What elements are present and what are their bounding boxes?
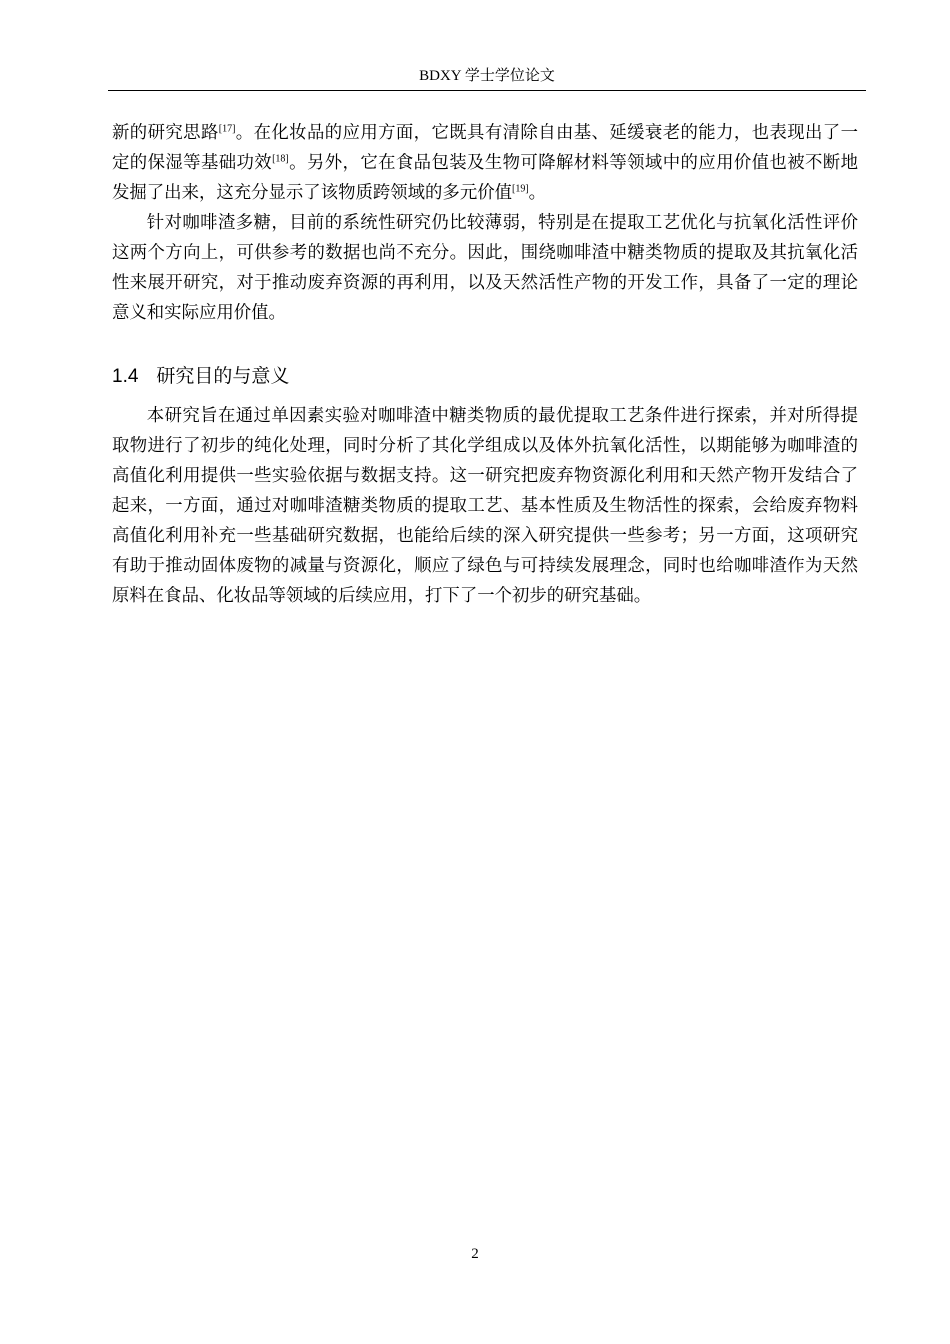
text-run: 。 <box>528 183 547 203</box>
citation-18[interactable]: [18] <box>272 153 289 165</box>
citation-17[interactable]: [17] <box>218 123 236 135</box>
citation-19[interactable]: [19] <box>512 183 529 195</box>
body-text <box>112 118 858 611</box>
header-rule <box>108 90 866 91</box>
section-number: 1.4 <box>112 366 139 387</box>
paragraph: 针对咖啡渣多糖，目前的系统性研究仍比较薄弱，特别是在提取工艺优化与抗氧化活性评价这两个方向上，可供参考的数据也尚不充分。因此，围绕咖啡渣中糖类物质的提取及其抗氧化活性来展开研究，对于推动废弃资源的再利用，以及天然活性产物的开发工作，具备了一定的理论意义和实际应用价值。 <box>112 213 858 323</box>
text-run: 新的研究思路 <box>112 123 219 143</box>
text-run: 。另外，它在食品包装及生物可降解材料等领域中的应用价值也被不断地发掘了出来，这充分显示了该物质跨领域的多元价值 <box>112 153 858 203</box>
paragraph: 本研究旨在通过单因素实验对咖啡渣中糖类物质的最优提取工艺条件进行探索，并对所得提取物进行了初步的纯化处理，同时分析了其化学组成以及体外抗氧化活性，以期能够为咖啡渣的高值化利用提供一些实验依据与数据支持。这一研究把废弃物资源化利用和天然产物开发结合了起来，一方面，通过对咖啡渣糖类物质的提取工艺、基本性质及生物活性的探索，会给废弃物料高值化利用补充一些基础研究数据，也能给后续的深入研究提供一些参考；另一方面，这项研究有助于推动固体废物的减量与资源化，顺应了绿色与可持续发展理念，同时也给咖啡渣作为天然原料在食品、化妆品等领域的后续应用，打下了一个初步的研究基础。 <box>112 406 858 606</box>
section-title: 研究目的与意义 <box>156 365 290 387</box>
page-number: 2 <box>471 1246 479 1262</box>
paragraph-continued <box>112 118 858 208</box>
text-run: 。在化妆品的应用方面，它既具有清除自由基、延缓衰老的能力，也表现出了一定的保湿等基础功效 <box>112 123 858 173</box>
running-header: BDXY 学士学位论文 <box>419 68 555 84</box>
section-heading <box>112 361 858 392</box>
